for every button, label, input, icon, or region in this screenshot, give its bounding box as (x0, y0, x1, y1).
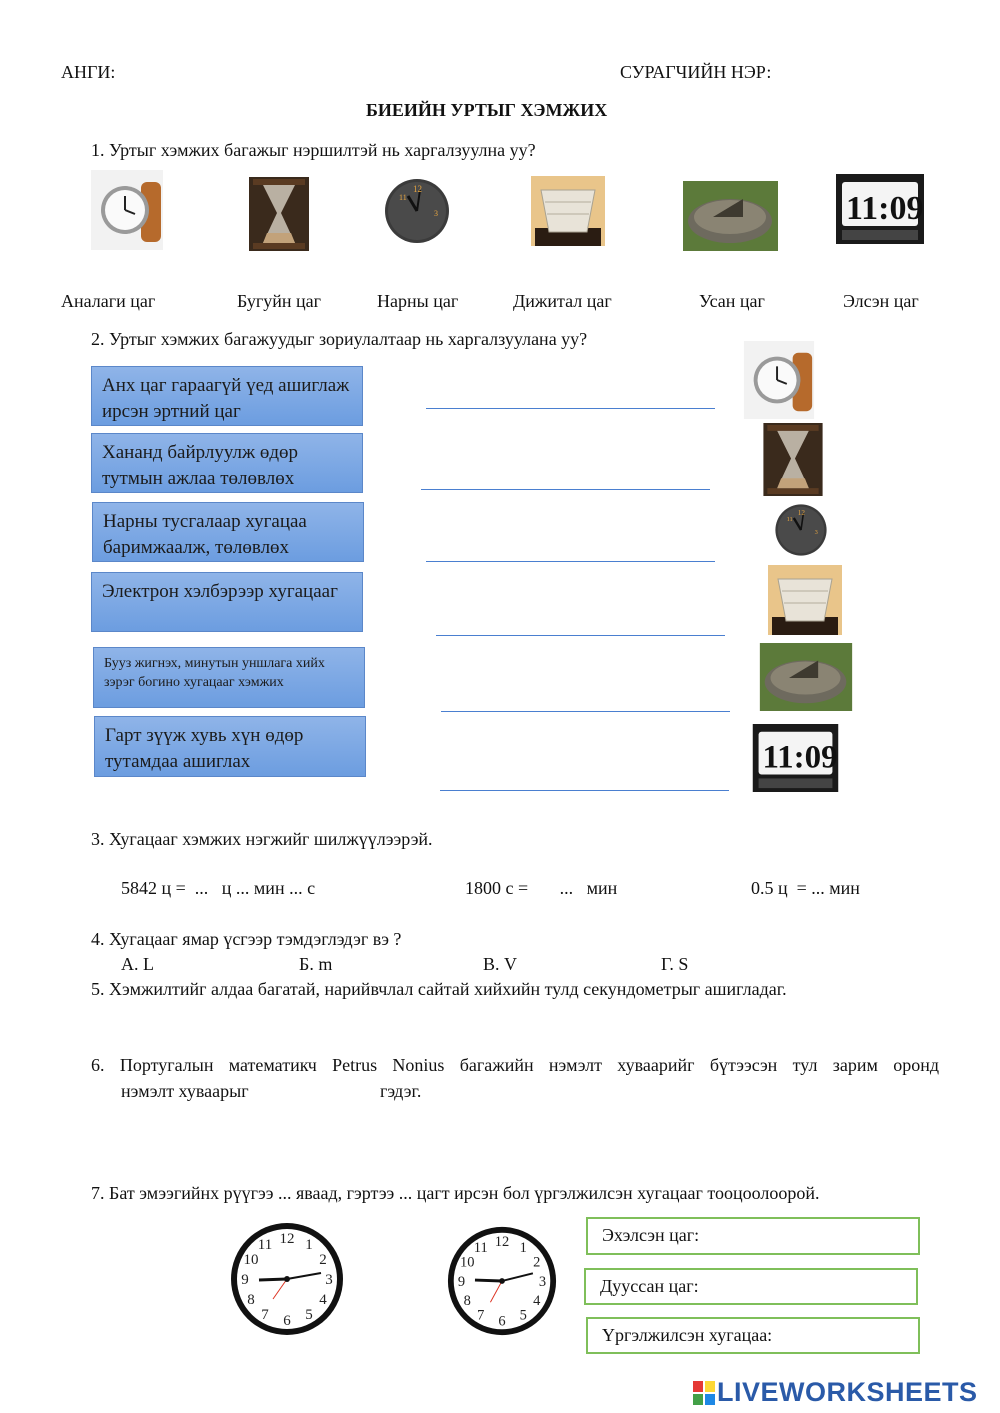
svg-text:9: 9 (241, 1272, 249, 1288)
svg-text:11: 11 (473, 1240, 488, 1257)
clock-name-label[interactable]: Дижитал цаг (513, 291, 612, 311)
svg-text:5: 5 (519, 1307, 527, 1324)
svg-text:1: 1 (519, 1240, 527, 1257)
svg-text:4: 4 (319, 1292, 327, 1308)
answer-line[interactable] (426, 561, 715, 562)
analog-clock-end (446, 1225, 558, 1337)
svg-text:7: 7 (261, 1307, 269, 1323)
purpose-box[interactable]: Электрон хэлбэрээр хугацааг (91, 572, 363, 632)
hourglass-icon (249, 177, 309, 251)
svg-text:6: 6 (498, 1313, 506, 1330)
svg-text:10: 10 (460, 1254, 475, 1271)
option-b[interactable]: Б. m (299, 954, 333, 974)
answer-line[interactable] (426, 408, 715, 409)
end-time-field[interactable]: Дууссан цаг: (584, 1268, 918, 1305)
conversion-item[interactable]: 1800 с = ... мин (465, 878, 618, 898)
answer-line[interactable] (441, 711, 730, 712)
svg-text:12: 12 (494, 1234, 510, 1251)
clock-name-label[interactable]: Нарны цаг (377, 291, 459, 311)
svg-text:8: 8 (247, 1292, 255, 1308)
wristwatch-icon (742, 341, 816, 419)
clock-name-label[interactable]: Элсэн цаг (843, 291, 919, 311)
question-2-text: 2. Уртыг хэмжих багажуудыг зориулалтаар нь харгалзуулана уу? (91, 329, 588, 349)
purpose-box[interactable]: Гарт зүүж хувь хүн өдөр тутамдаа ашиглах (94, 716, 366, 777)
svg-text:2: 2 (533, 1254, 541, 1271)
answer-line[interactable] (440, 790, 729, 791)
purpose-box[interactable]: Анх цаг гараагүй үед ашиглаж ирсэн эртний цаг (91, 366, 363, 426)
svg-text:4: 4 (533, 1293, 541, 1310)
option-a[interactable]: А. L (121, 954, 154, 974)
svg-text:8: 8 (463, 1293, 471, 1310)
logo-squares-icon (693, 1381, 715, 1405)
page-title: БИЕИЙН УРТЫГ ХЭМЖИХ (366, 100, 608, 120)
clock-name-label[interactable]: Аналаги цаг (61, 291, 156, 311)
water-clock-icon (531, 176, 605, 246)
answer-line[interactable] (421, 489, 710, 490)
question-3-text: 3. Хугацааг хэмжих нэгжийг шилжүүлээрэй. (91, 829, 433, 849)
svg-text:3: 3 (325, 1272, 333, 1288)
answer-line[interactable] (436, 635, 725, 636)
question-4-text: 4. Хугацааг ямар үсгээр тэмдэглэдэг вэ ? (91, 929, 402, 949)
svg-text:11: 11 (399, 193, 407, 202)
digital-clock-icon (836, 174, 924, 244)
svg-text:11: 11 (786, 516, 793, 524)
class-label: АНГИ: (61, 62, 116, 82)
brand-name: LIVEWORKSHEETS (717, 1377, 978, 1407)
digital-clock-icon (751, 724, 840, 792)
svg-text:6: 6 (283, 1313, 291, 1329)
svg-text:9: 9 (457, 1273, 466, 1290)
conversion-item[interactable]: 5842 ц = ... ц ... мин ... с (121, 878, 316, 898)
question-6-suffix: гэдэг. (380, 1081, 422, 1101)
question-6-line2: нэмэлт хуваарыг (121, 1081, 249, 1101)
purpose-box[interactable]: Хананд байрлуулж өдөр тутмын ажлаа төлөвлөх (91, 433, 363, 493)
svg-text:5: 5 (305, 1307, 313, 1323)
svg-text:3: 3 (538, 1273, 547, 1290)
svg-text:1: 1 (305, 1237, 313, 1253)
wall-clock-dark-icon (773, 503, 829, 557)
question-5-text: 5. Хэмжилтийг алдаа багатай, нарийвчлал сайтай хийхийн тулд секундометрыг ашигладаг. (91, 979, 787, 999)
wristwatch-icon (91, 170, 163, 250)
digital-clock-time: 11:09 (846, 190, 924, 227)
wall-clock-dark-icon (382, 178, 452, 244)
nonius-answer-field[interactable] (268, 1080, 368, 1102)
svg-text:12: 12 (797, 508, 805, 517)
liveworksheets-logo (693, 1377, 978, 1408)
svg-text:3: 3 (814, 529, 818, 536)
svg-text:12: 12 (413, 184, 422, 194)
question-6-line1: 6. Португалын математикч Petrus Nonius багажийн нэмэлт хуваарийг бүтээсэн тул зарим оронд (91, 1055, 939, 1075)
hourglass-icon (763, 423, 823, 496)
option-c[interactable]: В. V (483, 954, 518, 974)
duration-field[interactable]: Үргэлжилсэн хугацаа: (586, 1317, 920, 1354)
question-7-text: 7. Бат эмээгийнх рүүгээ ... яваад, гэртээ ... цагт ирсэн бол үргэлжилсэн хугацааг тооцоолоорой. (91, 1183, 820, 1203)
sundial-icon (683, 181, 778, 251)
start-time-field[interactable]: Эхэлсэн цаг: (586, 1217, 920, 1255)
purpose-box[interactable]: Бууз жигнэх, минутын уншлага хийх зэрэг богино хугацааг хэмжих (93, 647, 365, 708)
analog-clock-start (229, 1221, 345, 1337)
svg-text:7: 7 (477, 1307, 485, 1324)
svg-text:12: 12 (279, 1231, 295, 1247)
conversion-item[interactable]: 0.5 ц = ... мин (751, 878, 860, 898)
svg-text:10: 10 (243, 1252, 259, 1268)
digital-clock-time: 11:09 (762, 739, 838, 776)
question-1-text: 1. Уртыг хэмжих багажыг нэршилтэй нь харгалзуулна уу? (91, 140, 536, 160)
clock-name-label[interactable]: Усан цаг (699, 291, 765, 311)
purpose-box[interactable]: Нарны тусгалаар хугацаа баримжаалж, төлөвлөх (92, 502, 364, 562)
svg-text:2: 2 (319, 1252, 327, 1268)
clock-name-label[interactable]: Бугуйн цаг (237, 291, 322, 311)
option-d[interactable]: Г. S (661, 954, 689, 974)
svg-text:3: 3 (434, 209, 438, 218)
sundial-icon (759, 643, 853, 711)
water-clock-icon (768, 565, 842, 635)
svg-text:11: 11 (257, 1237, 273, 1253)
student-name-label: СУРАГЧИЙН НЭР: (620, 62, 772, 82)
